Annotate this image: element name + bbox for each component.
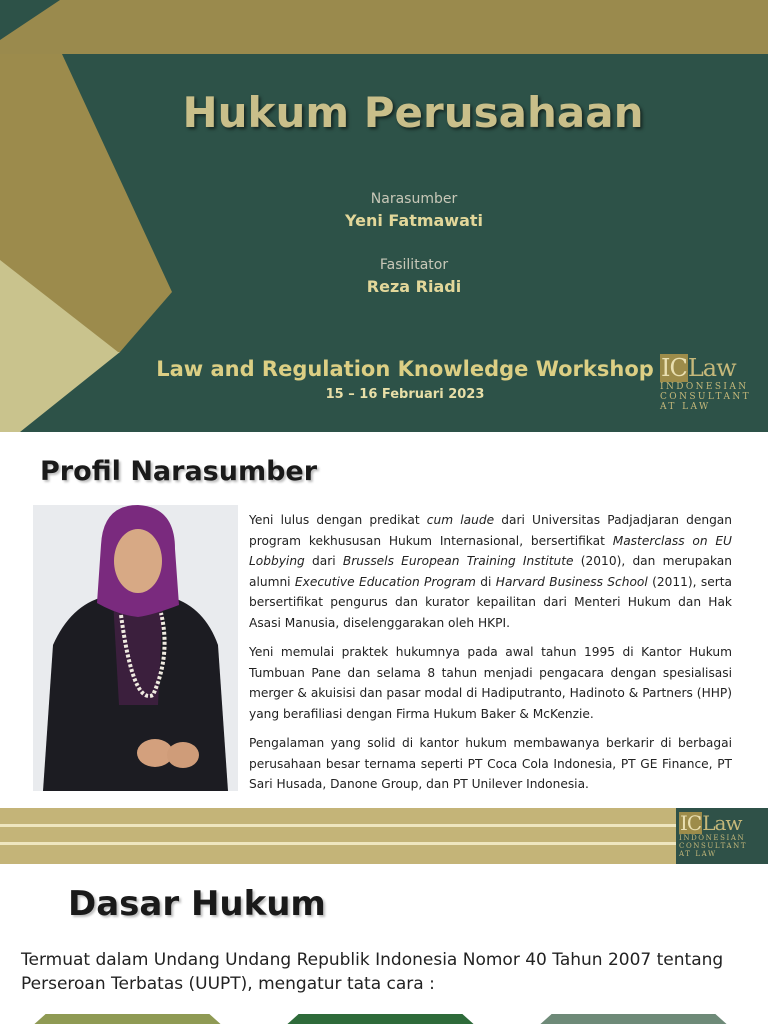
legal-basis-slide [0,864,768,1024]
logo-law-text: Law [687,354,736,382]
logo-line-3: AT LAW [660,402,711,412]
iclaw-logo-small: ICLaw INDONESIAN CONSULTANT AT LAW [679,811,748,858]
workshop-date: 15 – 16 Februari 2023 [325,387,485,402]
facilitator-name: Reza Riadi [366,277,462,296]
section-tab-1 [30,1014,225,1024]
speaker-label: Narasumber [370,191,458,207]
logo-ic-mark: IC [661,354,687,382]
legal-basis-title: Dasar Hukum [68,884,326,924]
presentation-title: Hukum Perusahaan [182,88,644,137]
section-tab-3 [536,1014,731,1024]
logo-line-2: CONSULTANT [660,392,752,402]
speaker-photo [33,505,238,791]
footer-band [0,808,768,864]
logo-line-1: INDONESIAN [660,382,749,392]
section-tab-2 [283,1014,478,1024]
profile-title: Profil Narasumber [40,456,318,487]
facilitator-label: Fasilitator [379,257,449,273]
workshop-title: Law and Regulation Knowledge Workshop [156,357,654,381]
profile-paragraph-1: Yeni lulus dengan predikat cum laude dari Universitas Padjadjaran dengan program kekhususan Hukum Internasional, bersertifikat Masterclass on EU Lobbying dari Brussels European Training Institute (2010), dan merupakan alumni Executive Education Program di Harvard Business School (2011), serta bersertifikat pengurus dan kurator kepailitan dari Menteri Hukum dan Hak Asasi Manusia, diselenggarakan oleh HKPI. [249,513,733,630]
iclaw-logo [660,354,751,412]
speaker-name: Yeni Fatmawati [344,211,484,230]
title-slide [0,0,768,432]
profile-slide [0,432,768,864]
profile-text [249,510,732,804]
footer-logo-box [676,808,768,864]
legal-basis-text: Termuat dalam Undang Undang Republik Indonesia Nomor 40 Tahun 2007 tentang Perseroan Terbatas (UUPT), mengatur tata cara : [21,950,724,994]
profile-paragraph-3: Pengalaman yang solid di kantor hukum membawanya berkarir di berbagai perusahaan besar ternama seperti PT Coca Cola Indonesia, PT GE Finance, PT Sari Husada, Danone Group, dan PT Unilever Indonesia. [249,736,732,791]
profile-paragraph-2: Yeni memulai praktek hukumnya pada awal tahun 1995 di Kantor Hukum Tumbuan Pane dan selama 8 tahun menjadi pengacara dengan spesialisasi merger & akuisisi dan pasar modal di Hadiputranto, Hadinoto & Partners (HHP) yang berafiliasi dengan Firma Hukum Baker & McKenzie. [249,645,732,721]
